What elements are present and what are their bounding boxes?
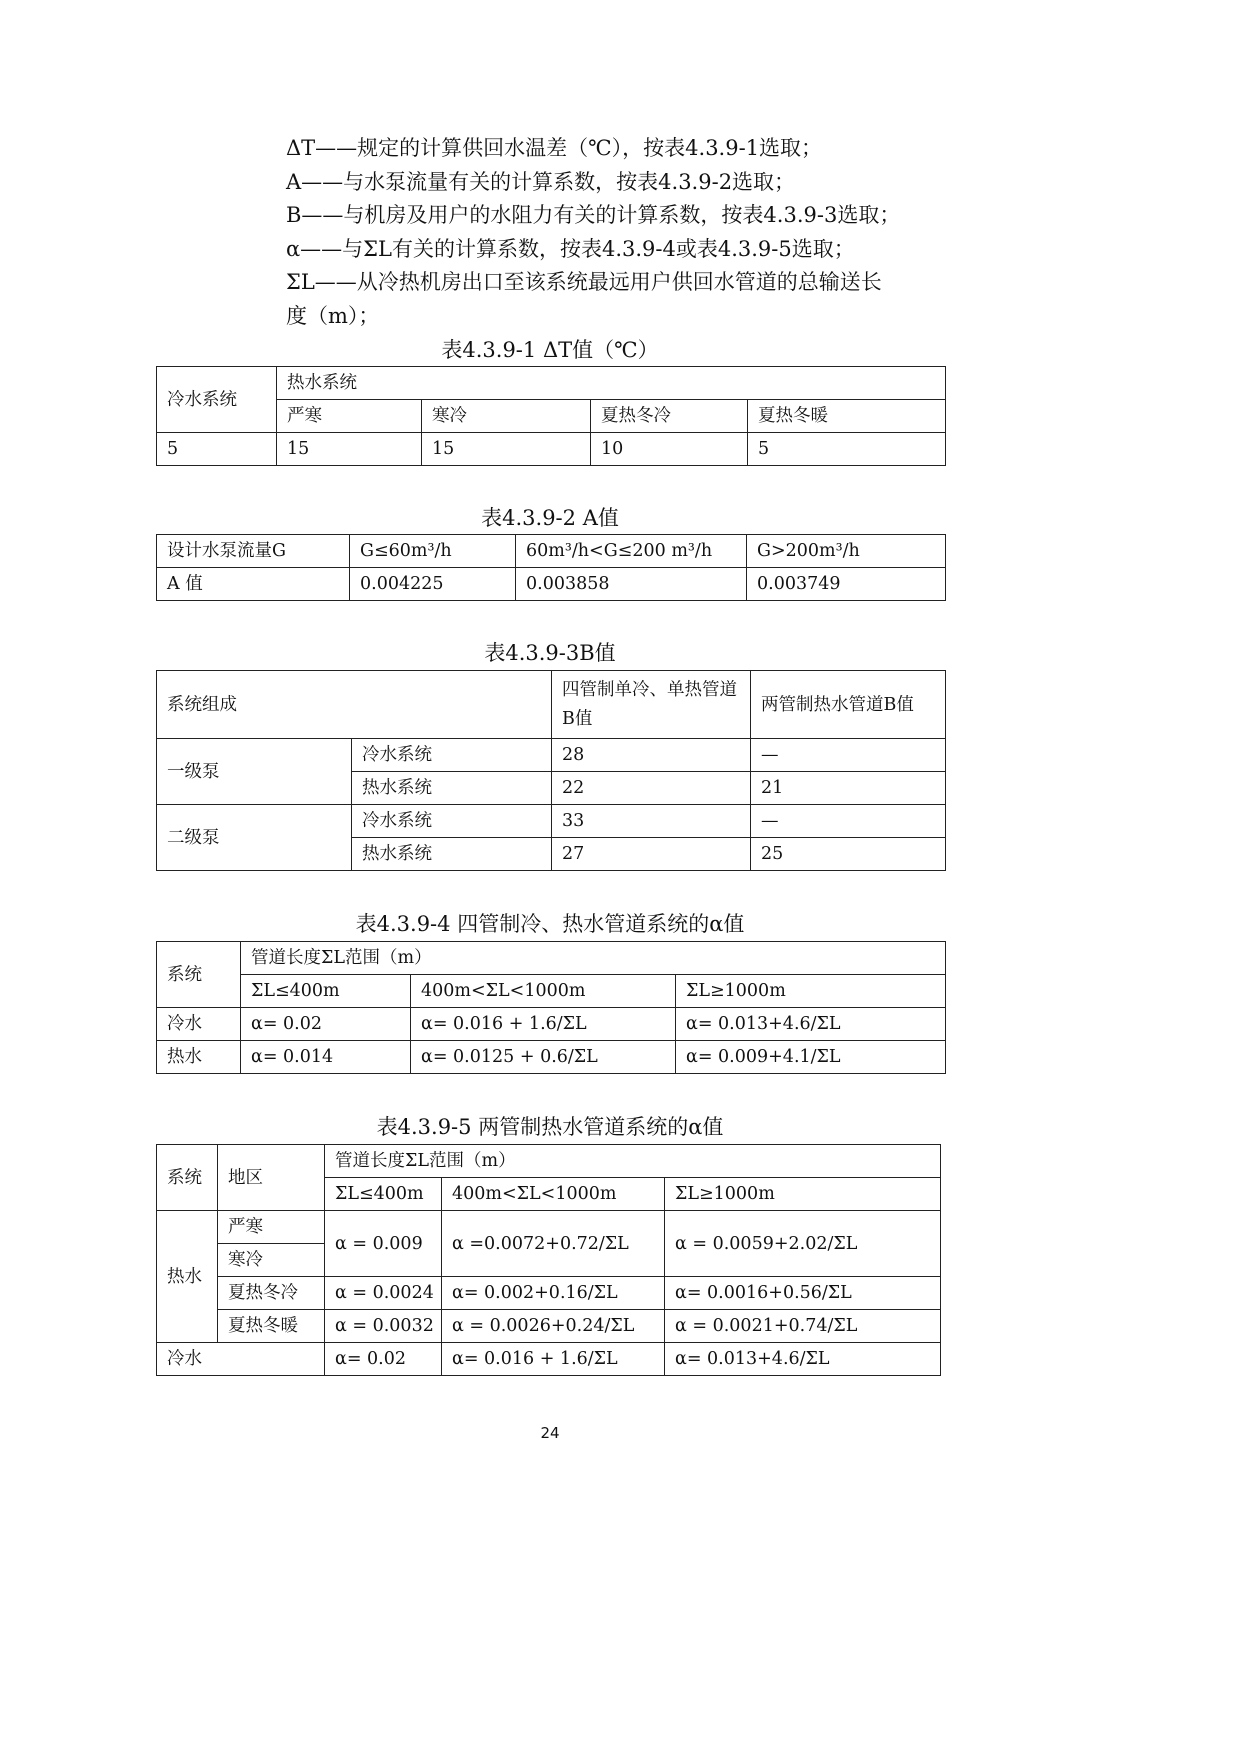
- table3-cell: 冷水系统: [352, 805, 552, 838]
- table4-range: 400m<ΣL<1000m: [411, 975, 676, 1008]
- table2-cell: 0.003749: [747, 568, 946, 601]
- table3-cell: 25: [751, 838, 946, 871]
- definition-sigma-l-continued: 度（m）；: [286, 303, 380, 328]
- table5-cell: α =0.0072+0.72/ΣL: [442, 1211, 665, 1277]
- table5-cell: α= 0.013+4.6/ΣL: [665, 1343, 941, 1376]
- table5-region: 寒冷: [218, 1244, 325, 1277]
- table5-cell: α= 0.0016+0.56/ΣL: [665, 1277, 941, 1310]
- table5-header-system: 系统: [157, 1145, 218, 1211]
- table2-header: G≤60m³/h: [350, 535, 516, 568]
- table5-cell: α= 0.02: [325, 1343, 442, 1376]
- table5-two-pipe-alpha: [156, 1144, 941, 1376]
- definition-alpha: α——与ΣL有关的计算系数，按表4.3.9-4或表4.3.9-5选取；: [286, 236, 855, 261]
- definition-sigma-l: ΣL——从冷热机房出口至该系统最远用户供回水管道的总输送长: [286, 270, 882, 294]
- table3-cell: 22: [552, 772, 751, 805]
- table1-region: 严寒: [277, 400, 422, 433]
- table1-region: 夏热冬暖: [748, 400, 946, 433]
- table4-header-range: 管道长度ΣL范围（m）: [241, 942, 946, 975]
- table3-primary-pump: 一级泵: [157, 739, 352, 805]
- table1-caption: 表4.3.9-1 ΔT值（℃）: [441, 338, 659, 362]
- table1-cell: 15: [277, 433, 422, 466]
- table5-range: 400m<ΣL<1000m: [442, 1178, 665, 1211]
- table5-hot-water: 热水: [157, 1211, 218, 1343]
- table3-b-values: [156, 670, 946, 871]
- table5-cell: α = 0.0021+0.74/ΣL: [665, 1310, 941, 1343]
- table2-header: 60m³/h<G≤200 m³/h: [516, 535, 747, 568]
- table1-region: 夏热冬冷: [591, 400, 748, 433]
- table3-cell: 27: [552, 838, 751, 871]
- definition-b: B——与机房及用户的水阻力有关的计算系数，按表4.3.9-3选取；: [286, 203, 901, 227]
- table4-range: ΣL≤400m: [241, 975, 411, 1008]
- table5-caption: 表4.3.9-5 两管制热水管道系统的α值: [376, 1115, 724, 1139]
- table3-cell: 21: [751, 772, 946, 805]
- table4-cell: α= 0.02: [241, 1008, 411, 1041]
- table4-cell: 冷水: [157, 1008, 241, 1041]
- table2-header: G>200m³/h: [747, 535, 946, 568]
- table3-cell: 33: [552, 805, 751, 838]
- table5-cell: α = 0.009: [325, 1211, 442, 1277]
- table2-cell: 0.003858: [516, 568, 747, 601]
- definitions-block: [286, 132, 986, 333]
- table5-cell: α= 0.002+0.16/ΣL: [442, 1277, 665, 1310]
- table1-cell: 5: [157, 433, 277, 466]
- table1-cell: 10: [591, 433, 748, 466]
- table5-range: ΣL≥1000m: [665, 1178, 941, 1211]
- table1-cell: 5: [748, 433, 946, 466]
- table4-cell: α= 0.009+4.1/ΣL: [676, 1041, 946, 1074]
- table3-cell: —: [751, 805, 946, 838]
- table5-cell: α = 0.0059+2.02/ΣL: [665, 1211, 941, 1277]
- table1-header-cold: 冷水系统: [157, 367, 277, 433]
- table5-region: 夏热冬冷: [218, 1277, 325, 1310]
- table5-range: ΣL≤400m: [325, 1178, 442, 1211]
- table3-cell: —: [751, 739, 946, 772]
- table2-caption: 表4.3.9-2 A值: [481, 506, 619, 530]
- table5-cell: α = 0.0024: [325, 1277, 442, 1310]
- table3-secondary-pump: 二级泵: [157, 805, 352, 871]
- table1-delta-t: [156, 366, 946, 466]
- table3-header-system: 系统组成: [157, 671, 552, 739]
- table4-cell: α= 0.0125 + 0.6/ΣL: [411, 1041, 676, 1074]
- table3-header-four-pipe: 四管制单冷、单热管道B值: [552, 671, 751, 739]
- table4-four-pipe-alpha: [156, 941, 946, 1074]
- table3-header-two-pipe: 两管制热水管道B值: [751, 671, 946, 739]
- table3-cell: 热水系统: [352, 838, 552, 871]
- table5-header-range: 管道长度ΣL范围（m）: [325, 1145, 941, 1178]
- table5-cell: α= 0.016 + 1.6/ΣL: [442, 1343, 665, 1376]
- definition-delta-t: ΔT——规定的计算供回水温差（℃），按表4.3.9-1选取；: [286, 136, 823, 160]
- table5-region: 严寒: [218, 1211, 325, 1244]
- table4-header-system: 系统: [157, 942, 241, 1008]
- page-number: 24: [540, 1424, 560, 1442]
- table3-caption: 表4.3.9-3B值: [484, 641, 616, 665]
- table2-cell: 0.004225: [350, 568, 516, 601]
- table5-cell: α = 0.0026+0.24/ΣL: [442, 1310, 665, 1343]
- table3-cell: 热水系统: [352, 772, 552, 805]
- table4-cell: α= 0.013+4.6/ΣL: [676, 1008, 946, 1041]
- table5-region: 夏热冬暖: [218, 1310, 325, 1343]
- definition-a: A——与水泵流量有关的计算系数，按表4.3.9-2选取；: [286, 169, 796, 194]
- table4-cell: 热水: [157, 1041, 241, 1074]
- table4-cell: α= 0.014: [241, 1041, 411, 1074]
- table2-a-values: [156, 534, 946, 601]
- table5-cell: α = 0.0032: [325, 1310, 442, 1343]
- table4-range: ΣL≥1000m: [676, 975, 946, 1008]
- table1-cell: 15: [422, 433, 591, 466]
- table4-cell: α= 0.016 + 1.6/ΣL: [411, 1008, 676, 1041]
- table5-header-region: 地区: [218, 1145, 325, 1211]
- table2-cell: A 值: [157, 568, 350, 601]
- table5-cold-water: 冷水: [157, 1343, 325, 1376]
- table1-region: 寒冷: [422, 400, 591, 433]
- table3-cell: 冷水系统: [352, 739, 552, 772]
- table2-header: 设计水泵流量G: [157, 535, 350, 568]
- table4-caption: 表4.3.9-4 四管制冷、热水管道系统的α值: [355, 912, 745, 936]
- table1-header-hot: 热水系统: [277, 367, 946, 400]
- table3-cell: 28: [552, 739, 751, 772]
